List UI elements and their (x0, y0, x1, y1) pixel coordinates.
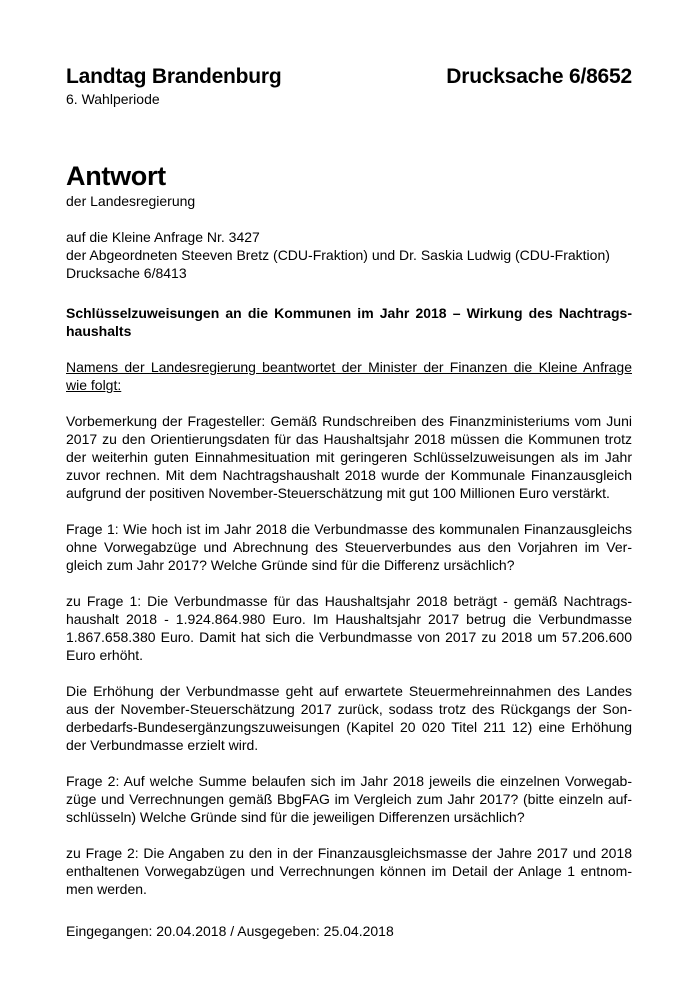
preliminary-remark: Vorbemerkung der Fragesteller: Gemäß Rundschreiben des Finanzministeriums vom Juni 2017 zu den Orientierungsdaten für das Haushaltsjahr 2018 müssen die Kommunen trotz der weiterhin guten Einnahmesituation mit geringeren Schlüsselzuweisungen als im Jahr zuvor rechnen. Mit dem Nachtragshaushalt 2018 wurde der Kommunale Finanzausgleich aufgrund der positiven November-Steuerschätzung mit gut 100 Millionen Euro verstärkt. (66, 413, 632, 501)
inquiry-line-drucksache: Drucksache 6/8413 (66, 265, 187, 281)
inquiry-line-authors: der Abgeordneten Steeven Bretz (CDU-Fraktion) und Dr. Saskia Ludwig (CDU-Fraktion) (66, 247, 610, 263)
intro-paragraph: Namens der Landesregierung beantwortet der Minister der Finanzen die Kleine Anfrage wie folgt: (66, 359, 632, 393)
question-2: Frage 2: Auf welche Summe belaufen sich im Jahr 2018 jeweils die einzelnen Vorwegabzüge und Verrechnungen gemäß BbgFAG im Vergleich zum Jahr 2017? (bitte einzeln aufschlüsseln) Welche Gründe sind für die jeweiligen Differenzen ursächlich? (66, 773, 632, 825)
document-number: Drucksache 6/8652 (446, 65, 632, 88)
page-subtitle: der Landesregierung (66, 193, 196, 209)
document-page (66, 64, 632, 898)
inquiry-reference (66, 228, 632, 282)
inquiry-line-number: auf die Kleine Anfrage Nr. 3427 (66, 229, 260, 245)
footer-dates: Eingegangen: 20.04.2018 / Ausgegeben: 25.04.2018 (66, 923, 394, 939)
parliament-name: Landtag Brandenburg (66, 65, 282, 88)
question-1: Frage 1: Wie hoch ist im Jahr 2018 die Verbundmasse des kommunalen Finanzausgleichs ohne Vorwegabzüge und Abrechnung des Steuerverbundes aus den Vorjahren im Vergleich zum Jahr 2017? Welche Gründe sind für die Differenz ursächlich? (66, 521, 632, 573)
answer-1: zu Frage 1: Die Verbundmasse für das Haushaltsjahr 2018 beträgt - gemäß Nachtragshaushalt 2018 - 1.924.864.980 Euro. Im Haushaltsjahr 2017 betrug die Verbundmasse 1.867.658.380 Euro. Damit hat sich die Verbundmasse von 2017 zu 2018 um 57.206.600 Euro erhöht. (66, 593, 632, 663)
page-title: Antwort (66, 161, 166, 191)
answer-2: zu Frage 2: Die Angaben zu den in der Finanzausgleichsmasse der Jahre 2017 und 2018 enthaltenen Vorwegabzügen und Verrechnungen können im Detail der Anlage 1 entnommen werden. (66, 845, 632, 897)
legislative-period: 6. Wahlperiode (66, 91, 160, 107)
answer-1-continued: Die Erhöhung der Verbundmasse geht auf erwartete Steuermehreinnahmen des Landes aus der November-Steuerschätzung 2017 zurück, sodass trotz des Rückgangs der Sonderbedarfs-Bundesergänzungszuweisungen (Kapitel 20 020 Titel 211 12) eine Erhöhung der Verbundmasse erzielt wird. (66, 683, 632, 753)
document-header (66, 64, 632, 90)
subject-heading: Schlüsselzuweisungen an die Kommunen im Jahr 2018 – Wirkung des Nachtragshaushalts (66, 305, 632, 339)
